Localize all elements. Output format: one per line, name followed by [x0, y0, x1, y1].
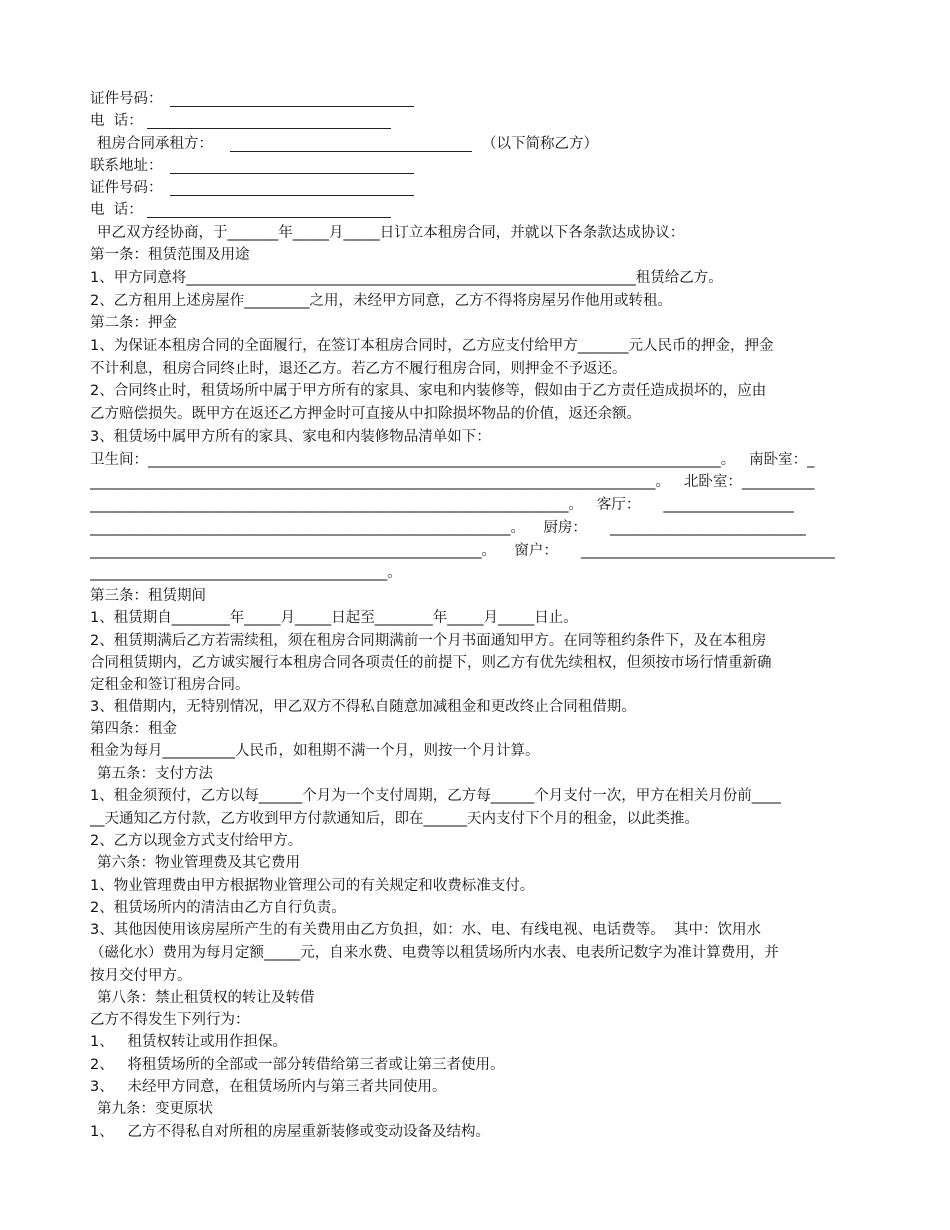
article-6-item-1: 1、物业管理费由甲方根据物业管理公司的有关规定和收费标准支付。: [90, 878, 535, 894]
article-3-item-2-a: 2、租赁期满后乙方若需续租，须在租房合同期满前一个月书面通知甲方。在同等租约条件下，及在本租房: [90, 633, 767, 649]
address-label: 联系地址：: [90, 158, 163, 174]
article-5-heading: 第五条：支付方法: [97, 766, 213, 782]
inventory-line-4: __________________________________________________________。 厨房： ___________________________: [90, 520, 806, 536]
article-1-item-1: 1、甲方同意将______________________________________________________________租赁给乙方。: [90, 270, 723, 286]
article-3-item-2-c: 定租金和签订租房合同。: [90, 677, 250, 693]
article-6-item-3-b: （磁化水）费用为每月定额_____元，自来水费、电费等以租赁场所内水表、电表所记数字为准计算费用，并: [90, 945, 779, 961]
id-number-label: 证件号码：: [90, 91, 163, 107]
article-1-item-2: 2、乙方租用上述房屋作_________之用，未经甲方同意，乙方不得将房屋另作他用或转租。: [90, 293, 672, 309]
article-8-item-3: 3、 未经甲方同意，在租赁场所内与第三者共同使用。: [90, 1079, 447, 1095]
phone-label-2: 电 话：: [90, 202, 143, 218]
inventory-line-5: ______________________________________________________。 窗户： ___________________________________: [90, 543, 835, 559]
article-5-item-2: 2、乙方以现金方式支付给甲方。: [90, 833, 303, 849]
article-6-item-2: 2、租赁场所内的清洁由乙方自行负责。: [90, 900, 346, 916]
article-2-item-2-a: 2、合同终止时，租赁场所中属于甲方所有的家具、家电和内装修等，假如由于乙方责任造成损坏的，应由: [90, 383, 767, 399]
article-9-item-1: 1、 乙方不得私自对所租的房屋重新装修或变动设备及结构。: [90, 1124, 491, 1140]
article-1-heading: 第一条：租赁范围及用途: [90, 247, 250, 263]
inventory-line-6: _________________________________________。: [90, 565, 402, 581]
inventory-line-1: 卫生间：_______________________________________________________________________________。 南卧室：_: [90, 452, 815, 468]
article-2-heading: 第二条：押金: [90, 315, 177, 331]
address-blank: [170, 173, 414, 174]
id-number-blank-2: [170, 195, 414, 196]
article-2-item-2-b: 乙方赔偿损失。既甲方在返还乙方押金时可直接从中扣除损坏物品的价值，返还余额。: [90, 406, 641, 422]
article-9-heading: 第九条：变更原状: [97, 1101, 213, 1117]
phone-blank: [147, 128, 391, 129]
article-3-item-3: 3、租借期内，无特别情况，甲乙双方不得私自随意加减租金和更改终止合同租借期。: [90, 699, 636, 715]
phone-blank-2: [147, 217, 391, 218]
id-number-blank: [170, 106, 414, 107]
phone-label: 电 话：: [90, 113, 143, 129]
article-4-heading: 第四条：租金: [90, 721, 177, 737]
article-6-item-3-c: 按月交付甲方。: [90, 968, 192, 984]
inventory-line-3: __________________________________________________________________。 客厅： __________________: [90, 497, 794, 513]
tenant-abbr: （以下简称乙方）: [482, 136, 598, 152]
article-2-item-1-b: 不计利息，租房合同终止时，退还乙方。若乙方不履行租房合同，则押金不予返还。: [90, 361, 627, 377]
tenant-blank: [230, 151, 472, 152]
article-5-item-1-a: 1、租金须预付，乙方以每______个月为一个支付周期，乙方每______个月支付一次，甲方在相关月份前____: [90, 788, 781, 804]
article-2-item-1-a: 1、为保证本租房合同的全面履行，在签订本租房合同时，乙方应支付给甲方_______元人民币的押金，押金: [90, 338, 774, 354]
article-2-item-3: 3、租赁场中属甲方所有的家具、家电和内装修物品清单如下：: [90, 429, 491, 445]
tenant-label: 租房合同承租方：: [97, 136, 213, 152]
article-8-item-1: 1、 租赁权转让或用作担保。: [90, 1034, 288, 1050]
article-8-heading: 第八条：禁止租赁权的转让及转借: [97, 990, 315, 1006]
article-8-intro: 乙方不得发生下列行为：: [90, 1012, 250, 1028]
inventory-line-2: ______________________________________________________________________________。 北卧室：__________: [90, 474, 815, 490]
article-3-heading: 第三条：租赁期间: [90, 588, 206, 604]
article-6-item-3-a: 3、其他因使用该房屋所产生的有关费用由乙方负担，如：水、电、有线电视、电话费等。 其中：饮用水: [90, 922, 761, 938]
id-number-label-2: 证件号码：: [90, 180, 163, 196]
agreement-intro: 甲乙双方经协商，于_______年_____月_____日订立本租房合同，并就以下各条款达成协议：: [97, 225, 685, 241]
article-3-item-2-b: 合同租赁期内，乙方诚实履行本租房合同各项责任的前提下，则乙方有优先续租权，但须按市场行情重新确: [90, 655, 772, 671]
article-8-item-2: 2、 将租赁场所的全部或一部分转借给第三者或让第三者使用。: [90, 1057, 505, 1073]
article-4-rent: 租金为每月__________人民币，如租期不满一个月，则按一个月计算。: [90, 743, 540, 759]
article-5-item-1-b: __天通知乙方付款，乙方收到甲方付款通知后，即在______天内支付下个月的租金，以此类推。: [90, 811, 699, 827]
article-6-heading: 第六条：物业管理费及其它费用: [97, 855, 300, 871]
article-3-item-1: 1、租赁期自________年_____月_____日起至________年_____月_____日止。: [90, 610, 578, 626]
